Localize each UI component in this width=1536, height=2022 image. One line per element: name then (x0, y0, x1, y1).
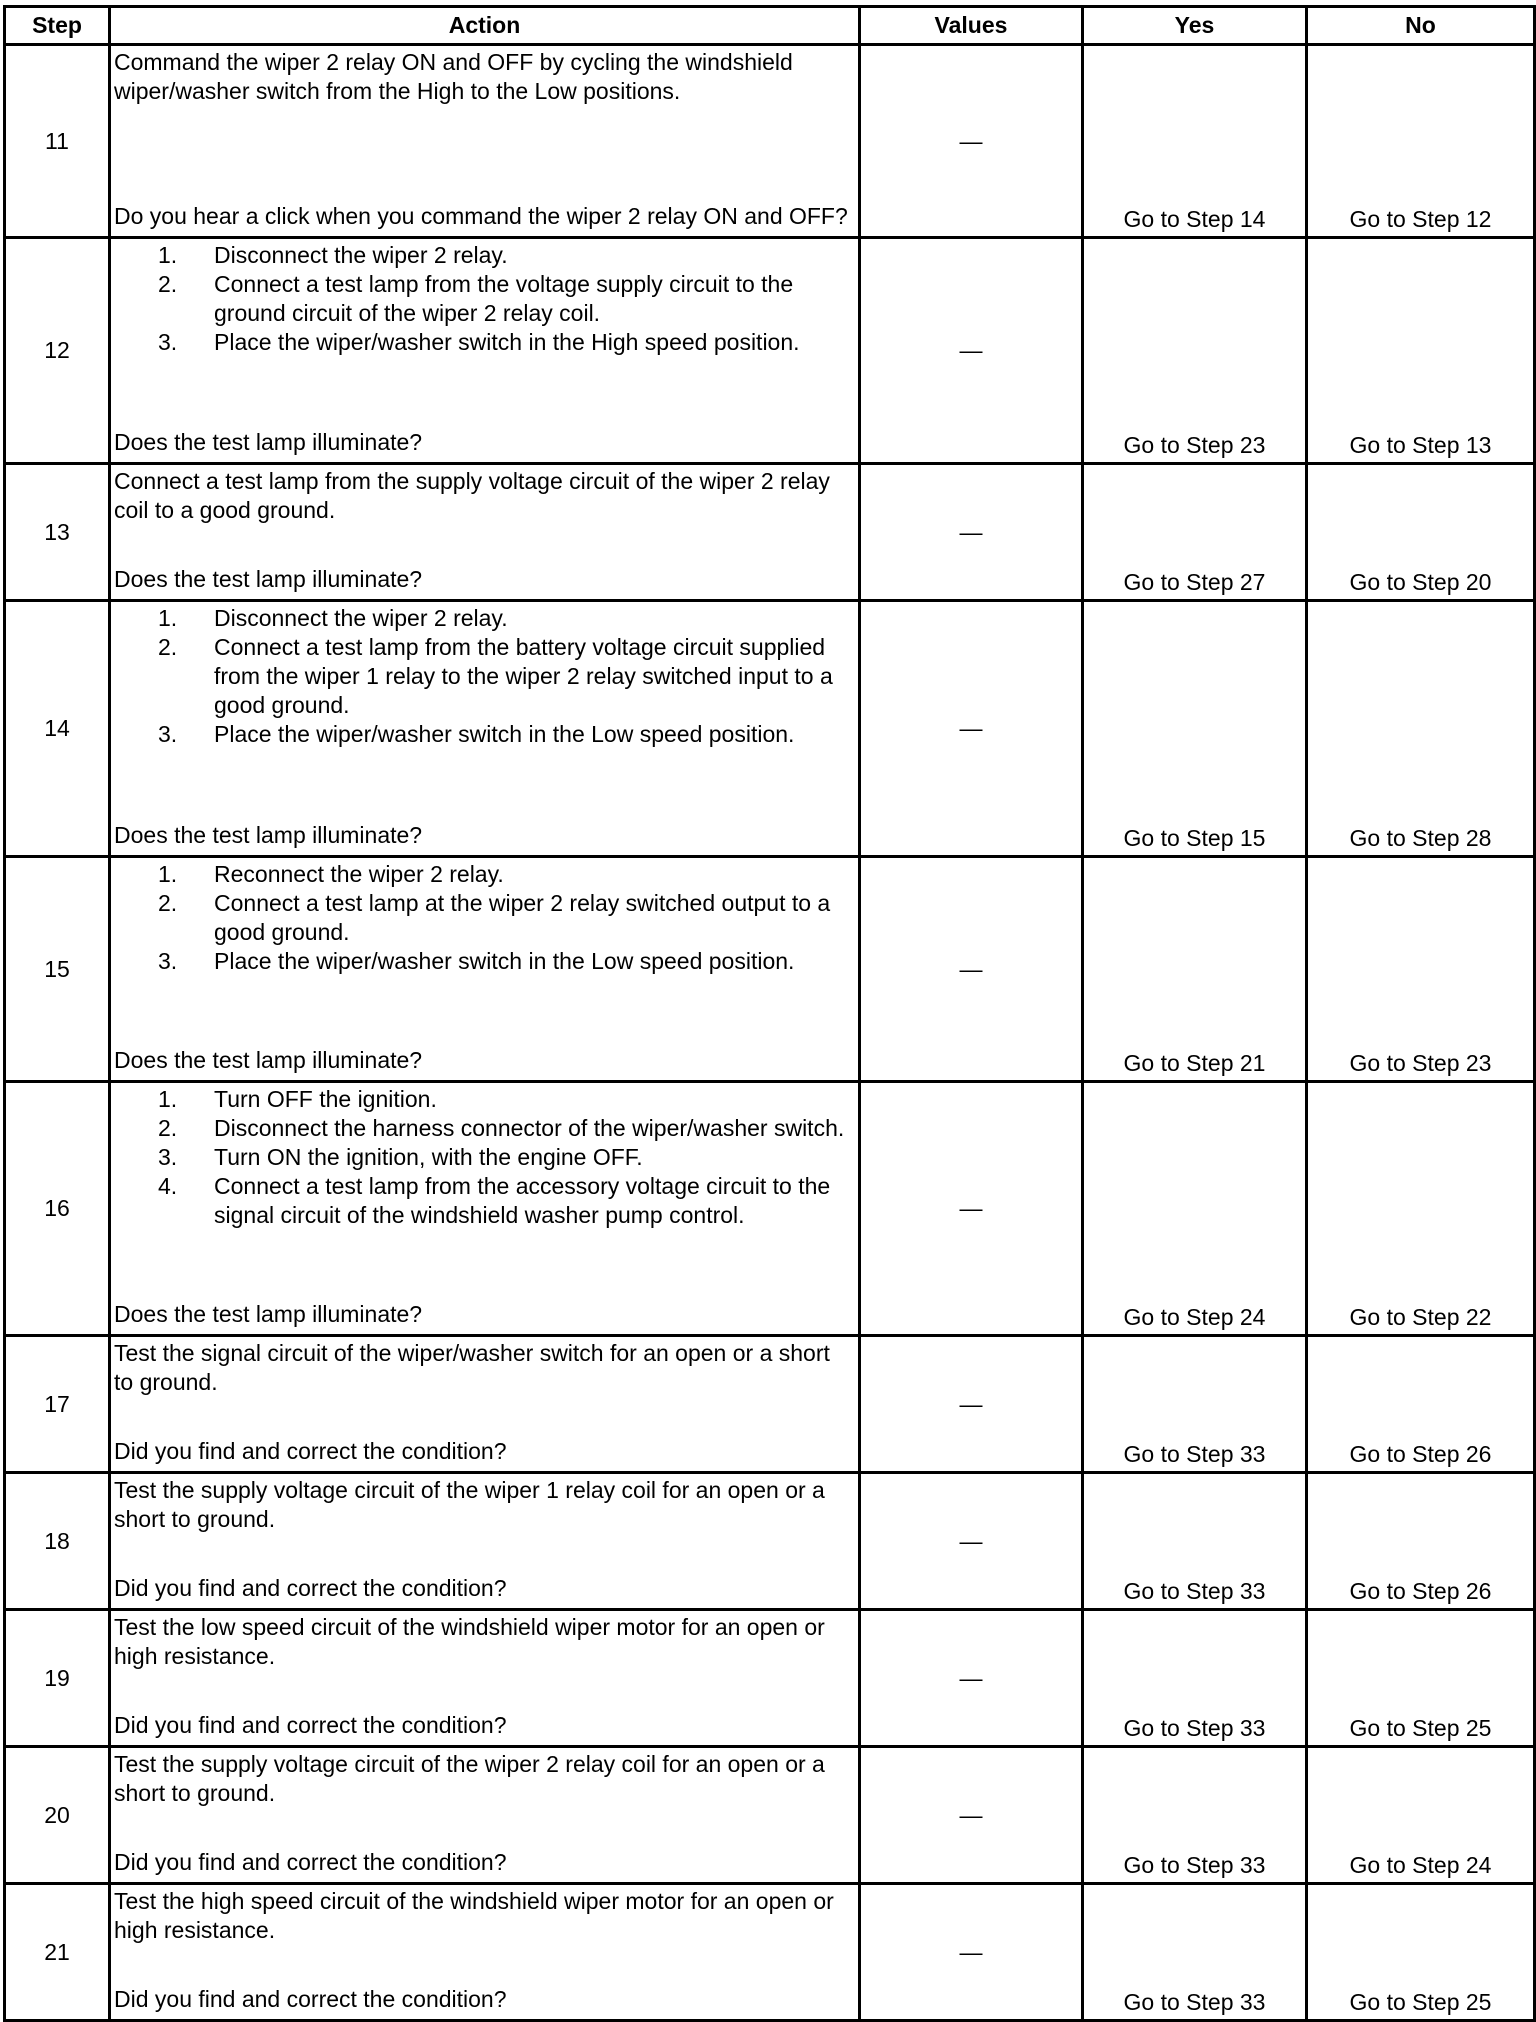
action-intro: Command the wiper 2 relay ON and OFF by cycling the windshield wiper/washer switch from the High to the Low positions. (114, 49, 793, 104)
action-steps-list (114, 860, 854, 976)
action-question: Do you hear a click when you command the wiper 2 relay ON and OFF? (114, 203, 848, 229)
diagnostic-steps-table (3, 5, 1536, 2022)
yes-cell: Go to Step 24 (1083, 1082, 1307, 1336)
action-step-item: Turn OFF the ignition. (214, 1086, 437, 1112)
step-number: 11 (5, 45, 110, 238)
table-row (5, 1747, 1535, 1884)
action-step-item: Place the wiper/washer switch in the Low speed position. (214, 721, 795, 747)
action-intro: Test the low speed circuit of the windshield wiper motor for an open or high resistance. (114, 1614, 825, 1669)
table-row (5, 857, 1535, 1082)
action-cell (110, 464, 860, 601)
action-intro: Test the high speed circuit of the windshield wiper motor for an open or high resistance. (114, 1888, 834, 1943)
values-cell: — (860, 45, 1083, 238)
table-row (5, 1884, 1535, 2021)
action-steps-list (114, 604, 854, 749)
action-content (111, 1748, 858, 1879)
action-step-item: Connect a test lamp from the voltage supply circuit to the ground circuit of the wiper 2 relay coil. (214, 271, 794, 326)
yes-cell: Go to Step 21 (1083, 857, 1307, 1082)
table-row (5, 238, 1535, 464)
action-cell (110, 1336, 860, 1473)
action-cell (110, 1082, 860, 1336)
values-cell: — (860, 1747, 1083, 1884)
action-instructions (114, 1887, 854, 1945)
values-cell: — (860, 857, 1083, 1082)
action-content (111, 1337, 858, 1468)
table-row (5, 1082, 1535, 1336)
table-row (5, 1336, 1535, 1473)
no-cell: Go to Step 13 (1307, 238, 1535, 464)
action-cell (110, 857, 860, 1082)
step-number: 15 (5, 857, 110, 1082)
yes-cell: Go to Step 14 (1083, 45, 1307, 238)
action-step-item: Turn ON the ignition, with the engine OFF. (214, 1144, 643, 1170)
header-row (5, 7, 1535, 45)
action-instructions (114, 1085, 854, 1230)
yes-cell: Go to Step 33 (1083, 1336, 1307, 1473)
action-instructions (114, 1476, 854, 1534)
action-question: Does the test lamp illuminate? (114, 566, 423, 592)
action-step-item: Connect a test lamp from the battery voltage circuit supplied from the wiper 1 relay to the wiper 2 relay switched input to a good ground. (214, 634, 833, 718)
action-step-item: Disconnect the wiper 2 relay. (214, 242, 508, 268)
table-row (5, 464, 1535, 601)
yes-cell: Go to Step 27 (1083, 464, 1307, 601)
action-question: Did you find and correct the condition? (114, 1712, 507, 1738)
action-question: Does the test lamp illuminate? (114, 1301, 423, 1327)
action-step-item: Connect a test lamp at the wiper 2 relay switched output to a good ground. (214, 890, 831, 945)
action-intro: Test the supply voltage circuit of the wiper 1 relay coil for an open or a short to ground. (114, 1477, 825, 1532)
action-intro: Test the supply voltage circuit of the wiper 2 relay coil for an open or a short to ground. (114, 1751, 825, 1806)
no-cell: Go to Step 22 (1307, 1082, 1535, 1336)
action-instructions (114, 860, 854, 976)
action-content (111, 1611, 858, 1742)
header-step: Step (5, 7, 110, 45)
action-cell (110, 601, 860, 857)
action-intro: Connect a test lamp from the supply voltage circuit of the wiper 2 relay coil to a good ground. (114, 468, 830, 523)
action-intro: Test the signal circuit of the wiper/washer switch for an open or a short to ground. (114, 1340, 830, 1395)
step-number: 12 (5, 238, 110, 464)
action-instructions (114, 1339, 854, 1397)
action-step-item: Place the wiper/washer switch in the High speed position. (214, 329, 800, 355)
header-yes: Yes (1083, 7, 1307, 45)
action-cell (110, 238, 860, 464)
no-cell: Go to Step 28 (1307, 601, 1535, 857)
step-number: 16 (5, 1082, 110, 1336)
step-number: 21 (5, 1884, 110, 2021)
table-row (5, 1610, 1535, 1747)
action-step-item: Place the wiper/washer switch in the Low speed position. (214, 948, 795, 974)
header-action: Action (110, 7, 860, 45)
action-cell (110, 1884, 860, 2021)
action-content (111, 465, 858, 596)
action-instructions (114, 48, 854, 106)
action-content (111, 46, 858, 233)
action-question: Does the test lamp illuminate? (114, 429, 423, 455)
action-question: Does the test lamp illuminate? (114, 1047, 423, 1073)
values-cell: — (860, 238, 1083, 464)
action-cell (110, 1610, 860, 1747)
no-cell: Go to Step 23 (1307, 857, 1535, 1082)
values-cell: — (860, 1884, 1083, 2021)
table-row (5, 601, 1535, 857)
yes-cell: Go to Step 23 (1083, 238, 1307, 464)
step-number: 20 (5, 1747, 110, 1884)
action-steps-list (114, 1085, 854, 1230)
action-instructions (114, 467, 854, 525)
no-cell: Go to Step 12 (1307, 45, 1535, 238)
step-number: 18 (5, 1473, 110, 1610)
yes-cell: Go to Step 33 (1083, 1473, 1307, 1610)
step-number: 17 (5, 1336, 110, 1473)
action-content (111, 1885, 858, 2016)
action-instructions (114, 241, 854, 357)
action-question: Did you find and correct the condition? (114, 1986, 507, 2012)
action-cell (110, 1747, 860, 1884)
yes-cell: Go to Step 33 (1083, 1747, 1307, 1884)
header-values: Values (860, 7, 1083, 45)
values-cell: — (860, 1082, 1083, 1336)
values-cell: — (860, 1610, 1083, 1747)
yes-cell: Go to Step 15 (1083, 601, 1307, 857)
values-cell: — (860, 601, 1083, 857)
action-content (111, 1083, 858, 1331)
action-step-item: Disconnect the harness connector of the wiper/washer switch. (214, 1115, 845, 1141)
no-cell: Go to Step 26 (1307, 1473, 1535, 1610)
action-content (111, 602, 858, 852)
table-body (5, 45, 1535, 2021)
action-steps-list (114, 241, 854, 357)
values-cell: — (860, 464, 1083, 601)
action-instructions (114, 1750, 854, 1808)
action-instructions (114, 1613, 854, 1671)
action-instructions (114, 604, 854, 749)
action-content (111, 858, 858, 1077)
table-row (5, 1473, 1535, 1610)
action-step-item: Disconnect the wiper 2 relay. (214, 605, 508, 631)
no-cell: Go to Step 25 (1307, 1610, 1535, 1747)
action-question: Does the test lamp illuminate? (114, 822, 423, 848)
values-cell: — (860, 1336, 1083, 1473)
yes-cell: Go to Step 33 (1083, 1610, 1307, 1747)
table-row (5, 45, 1535, 238)
no-cell: Go to Step 26 (1307, 1336, 1535, 1473)
action-cell (110, 1473, 860, 1610)
no-cell: Go to Step 20 (1307, 464, 1535, 601)
values-cell: — (860, 1473, 1083, 1610)
header-no: No (1307, 7, 1535, 45)
action-step-item: Reconnect the wiper 2 relay. (214, 861, 504, 887)
action-cell (110, 45, 860, 238)
no-cell: Go to Step 24 (1307, 1747, 1535, 1884)
step-number: 19 (5, 1610, 110, 1747)
step-number: 13 (5, 464, 110, 601)
action-question: Did you find and correct the condition? (114, 1438, 507, 1464)
yes-cell: Go to Step 33 (1083, 1884, 1307, 2021)
action-question: Did you find and correct the condition? (114, 1849, 507, 1875)
action-content (111, 239, 858, 459)
no-cell: Go to Step 25 (1307, 1884, 1535, 2021)
action-step-item: Connect a test lamp from the accessory voltage circuit to the signal circuit of the windshield washer pump control. (214, 1173, 831, 1228)
action-question: Did you find and correct the condition? (114, 1575, 507, 1601)
action-content (111, 1474, 858, 1605)
step-number: 14 (5, 601, 110, 857)
